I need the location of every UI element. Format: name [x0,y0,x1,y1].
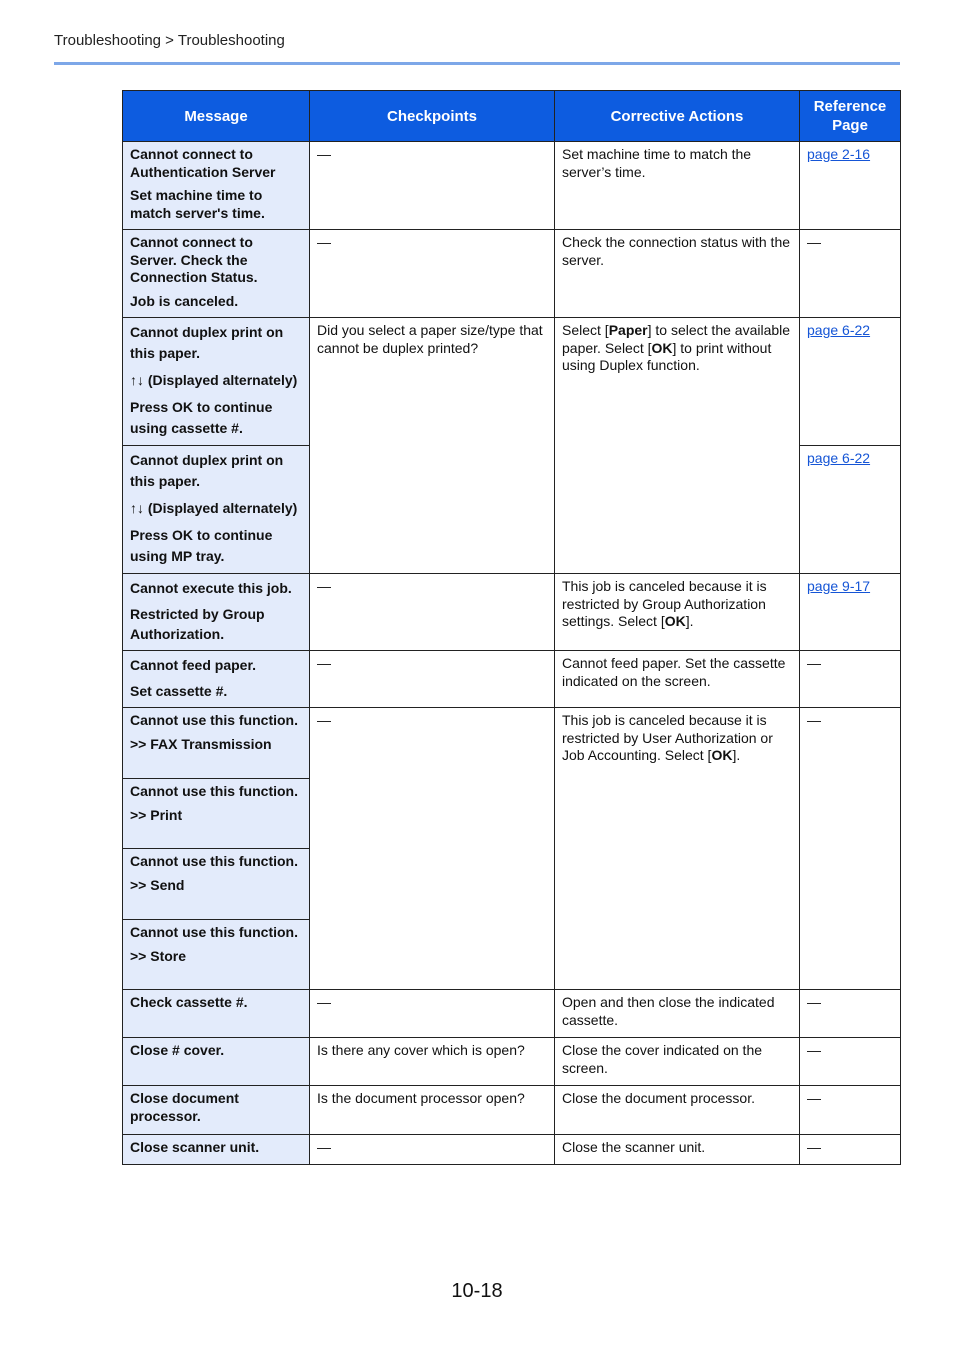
action-text: Close the cover indicated on the screen. [562,1042,763,1076]
table-row [123,708,901,779]
page-number: 10-18 [451,1280,503,1302]
action-text: Close the scanner unit. [562,1139,706,1155]
action-text: ]. [732,747,741,763]
checkpoint-cell: Is there any cover which is open? [310,1038,555,1086]
message-cell [123,1135,310,1165]
message-text: Cannot connect to Server. Check the Connection Status. [130,234,258,285]
message-text: Close document processor. [130,1090,239,1124]
breadcrumb: Troubleshooting > Troubleshooting [54,32,285,49]
action-cell [555,574,800,651]
message-cell [123,708,310,779]
action-cell [555,1135,800,1165]
checkpoint-cell: — [310,990,555,1038]
action-text: ] to print without using Duplex function. [562,339,772,373]
message-text: Press OK to continue using cassette #. [130,399,273,436]
message-text: >> Print [130,806,183,823]
action-cell [555,651,800,708]
message-text: Close scanner unit. [130,1139,260,1155]
message-cell [123,142,310,230]
action-text: Set machine time to match the server’s time. [562,146,752,180]
action-key-ok: OK [711,747,733,763]
table-row [123,230,901,318]
message-text: Cannot use this function. [130,853,298,869]
action-key-paper: Paper [608,322,648,338]
table-row [123,1038,901,1086]
reference-cell: — [800,1086,901,1135]
message-text: Cannot duplex print on this paper. [130,324,284,361]
message-text: >> Send [130,876,185,893]
message-text: Close # cover. [130,1042,225,1058]
checkpoint-cell: — [310,574,555,651]
column-header-reference-page: Reference Page [800,91,901,142]
checkpoint-cell: Did you select a paper size/type that cannot be duplex printed? [310,318,555,574]
reference-link[interactable]: page 9-17 [807,578,871,594]
message-text: Set machine time to match server's time. [130,187,265,221]
troubleshooting-table [122,90,901,1165]
message-cell [123,230,310,318]
action-cell [555,230,800,318]
table-header-row [123,91,901,142]
message-text: Cannot use this function. [130,712,298,728]
message-text: Set cassette #. [130,683,228,699]
table-row [123,574,901,651]
action-text: This job is canceled because it is restricted by User Authorization or Job Accounting. Select [ [562,712,773,763]
action-text: ] to select the available paper. Select [ [562,322,791,356]
reference-link[interactable]: page 6-22 [807,322,871,338]
reference-cell [800,446,901,574]
action-text: Open and then close the indicated cassette. [562,994,775,1028]
checkpoint-cell: — [310,1135,555,1165]
message-text: Cannot connect to Authentication Server [130,146,276,180]
action-key-ok: OK [664,613,686,629]
table-row [123,651,901,708]
message-text: >> Store [130,947,187,964]
message-text: Cannot execute this job. [130,580,292,596]
table-row [123,1135,901,1165]
message-text: Cannot use this function. [130,924,298,940]
reference-cell: — [800,990,901,1038]
message-cell [123,990,310,1038]
reference-cell: — [800,651,901,708]
message-cell [123,849,310,920]
checkpoint-cell: — [310,230,555,318]
message-text: ↑↓ (Displayed alternately) [130,372,298,388]
table-row [123,142,901,230]
reference-link[interactable]: page 6-22 [807,450,871,466]
message-text: >> FAX Transmission [130,735,272,752]
action-text: This job is canceled because it is restricted by Group Authorization settings. Select [ [562,578,767,629]
reference-cell [800,574,901,651]
message-text: ↑↓ (Displayed alternately) [130,500,298,516]
reference-link[interactable]: page 2-16 [807,146,871,162]
message-cell [123,574,310,651]
reference-cell: — [800,230,901,318]
header-rule [54,62,900,65]
message-cell [123,920,310,990]
table-row [123,318,901,446]
message-text: Check cassette #. [130,994,248,1010]
column-header-corrective-actions: Corrective Actions [555,91,800,142]
action-cell [555,318,800,574]
reference-cell [800,318,901,446]
checkpoint-cell: Is the document processor open? [310,1086,555,1135]
message-text: Job is canceled. [130,292,239,309]
message-cell [123,651,310,708]
action-cell [555,1038,800,1086]
message-cell [123,446,310,574]
column-header-message: Message [123,91,310,142]
checkpoint-cell: — [310,708,555,990]
checkpoint-cell: — [310,142,555,230]
reference-cell [800,142,901,230]
message-text: Cannot use this function. [130,783,298,799]
message-text: Cannot feed paper. [130,657,257,673]
action-key-ok: OK [651,339,673,356]
action-text: ]. [685,613,694,629]
action-text: Close the document processor. [562,1090,755,1106]
reference-cell: — [800,708,901,990]
message-cell [123,779,310,849]
action-text: Cannot feed paper. Set the cassette indicated on the screen. [562,655,786,689]
table-row [123,990,901,1038]
action-cell [555,708,800,990]
message-text: Restricted by Group Authorization. [130,606,265,642]
action-text: Check the connection status with the server. [562,234,791,268]
table-row [123,1086,901,1135]
message-text: Cannot duplex print on this paper. [130,452,284,489]
action-cell [555,990,800,1038]
message-cell [123,318,310,446]
checkpoint-cell: — [310,651,555,708]
reference-cell: — [800,1135,901,1165]
action-text: Select [ [562,322,609,338]
action-cell [555,1086,800,1135]
column-header-checkpoints: Checkpoints [310,91,555,142]
message-text: Press OK to continue using MP tray. [130,527,273,564]
reference-cell: — [800,1038,901,1086]
message-cell [123,1038,310,1086]
message-cell [123,1086,310,1135]
action-cell [555,142,800,230]
